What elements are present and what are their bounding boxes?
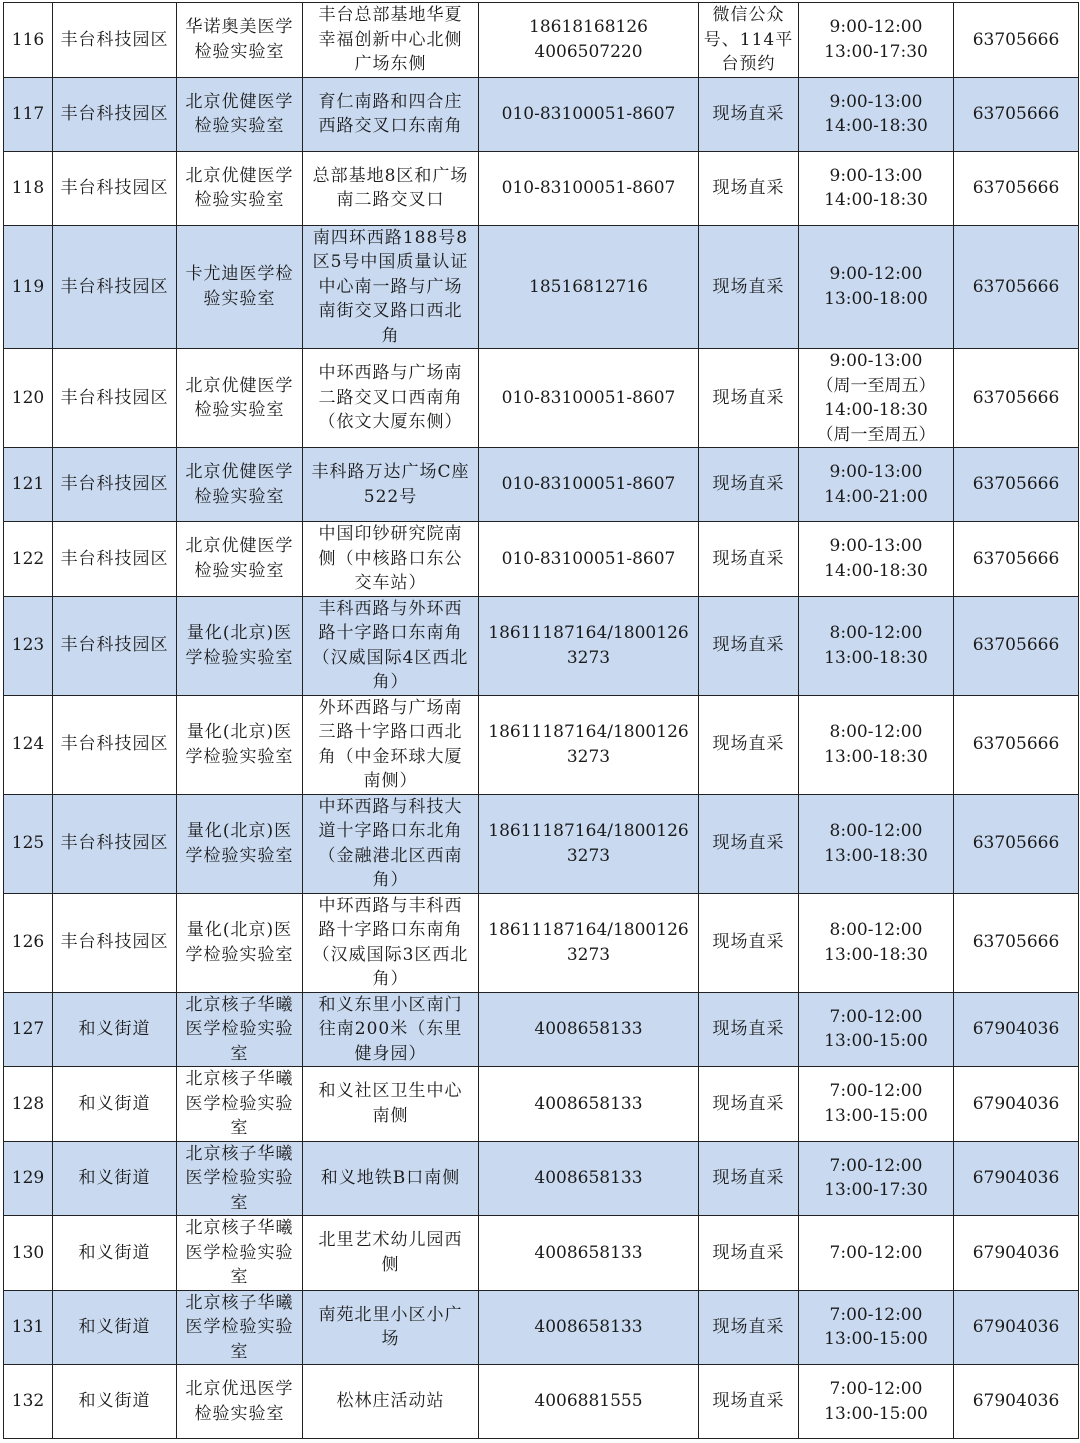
row-hours: 9:00-13:00 14:00-18:30 [799, 77, 954, 151]
row-hours: 7:00-12:00 [799, 1216, 954, 1291]
row-phone: 18618168126 4006507220 [479, 3, 699, 78]
row-address: 中环西路与丰科西路十字路口东南角（汉威国际3区西北角） [303, 893, 479, 992]
table-row [4, 1216, 1079, 1291]
row-address: 和义东里小区南门往南200米（东里健身园） [303, 992, 479, 1067]
row-hours: 9:00-13:00 14:00-18:30 [799, 151, 954, 225]
row-phone: 010-83100051-8607 [479, 522, 699, 597]
row-contact-tel: 63705666 [954, 794, 1079, 893]
row-lab-name: 北京核子华曦医学检验实验室 [177, 1067, 303, 1142]
row-lab-name: 量化(北京)医学检验实验室 [177, 893, 303, 992]
row-hours: 7:00-12:00 13:00-15:00 [799, 992, 954, 1067]
row-hours: 9:00-13:00 14:00-18:30 [799, 522, 954, 597]
row-area: 丰台科技园区 [53, 225, 177, 349]
row-lab-name: 北京核子华曦医学检验实验室 [177, 1290, 303, 1365]
row-area: 丰台科技园区 [53, 522, 177, 597]
table-row [4, 893, 1079, 992]
table-row [4, 1365, 1079, 1439]
row-phone: 18611187164/18001263273 [479, 893, 699, 992]
row-sampling-mode: 现场直采 [699, 448, 799, 522]
row-phone: 4008658133 [479, 1216, 699, 1291]
row-phone: 010-83100051-8607 [479, 151, 699, 225]
row-hours: 7:00-12:00 13:00-15:00 [799, 1067, 954, 1142]
row-contact-tel: 67904036 [954, 1365, 1079, 1439]
row-lab-name: 北京核子华曦医学检验实验室 [177, 1141, 303, 1216]
row-lab-name: 北京优健医学检验实验室 [177, 151, 303, 225]
row-address: 松林庄活动站 [303, 1365, 479, 1439]
row-area: 和义街道 [53, 1141, 177, 1216]
row-contact-tel: 63705666 [954, 225, 1079, 349]
row-sampling-mode: 现场直采 [699, 151, 799, 225]
row-area: 和义街道 [53, 1365, 177, 1439]
row-area: 和义街道 [53, 1290, 177, 1365]
row-area: 丰台科技园区 [53, 448, 177, 522]
row-area: 和义街道 [53, 1216, 177, 1291]
row-phone: 4008658133 [479, 992, 699, 1067]
row-contact-tel: 63705666 [954, 349, 1079, 448]
row-number: 128 [4, 1067, 53, 1142]
row-number: 123 [4, 596, 53, 695]
table-row [4, 695, 1079, 794]
row-area: 丰台科技园区 [53, 3, 177, 78]
testing-sites-table [3, 2, 1079, 1439]
row-phone: 4008658133 [479, 1141, 699, 1216]
row-sampling-mode: 现场直采 [699, 522, 799, 597]
row-area: 丰台科技园区 [53, 77, 177, 151]
row-contact-tel: 67904036 [954, 1216, 1079, 1291]
row-number: 116 [4, 3, 53, 78]
row-hours: 7:00-12:00 13:00-15:00 [799, 1365, 954, 1439]
row-address: 中环西路与科技大道十字路口东北角（金融港北区西南角） [303, 794, 479, 893]
row-address: 南四环西路188号8区5号中国质量认证中心南一路与广场南街交叉路口西北角 [303, 225, 479, 349]
row-number: 117 [4, 77, 53, 151]
row-phone: 18611187164/18001263273 [479, 695, 699, 794]
row-area: 和义街道 [53, 1067, 177, 1142]
row-phone: 010-83100051-8607 [479, 448, 699, 522]
row-address: 南苑北里小区小广场 [303, 1290, 479, 1365]
row-phone: 18611187164/18001263273 [479, 794, 699, 893]
row-address: 和义社区卫生中心南侧 [303, 1067, 479, 1142]
row-number: 127 [4, 992, 53, 1067]
row-contact-tel: 63705666 [954, 151, 1079, 225]
row-phone: 18611187164/18001263273 [479, 596, 699, 695]
row-address: 北里艺术幼儿园西侧 [303, 1216, 479, 1291]
row-contact-tel: 67904036 [954, 1290, 1079, 1365]
row-hours: 9:00-12:00 13:00-17:30 [799, 3, 954, 78]
row-sampling-mode: 现场直采 [699, 225, 799, 349]
row-number: 118 [4, 151, 53, 225]
row-contact-tel: 63705666 [954, 3, 1079, 78]
row-sampling-mode: 现场直采 [699, 1141, 799, 1216]
table-row [4, 1290, 1079, 1365]
row-sampling-mode: 现场直采 [699, 77, 799, 151]
row-area: 和义街道 [53, 992, 177, 1067]
table-row [4, 522, 1079, 597]
row-address: 总部基地8区和广场南二路交叉口 [303, 151, 479, 225]
row-phone: 4006881555 [479, 1365, 699, 1439]
table-row [4, 77, 1079, 151]
row-sampling-mode: 现场直采 [699, 349, 799, 448]
row-number: 126 [4, 893, 53, 992]
table-row [4, 3, 1079, 78]
row-number: 119 [4, 225, 53, 349]
row-address: 丰科西路与外环西路十字路口东南角（汉威国际4区西北角） [303, 596, 479, 695]
row-hours: 8:00-12:00 13:00-18:30 [799, 893, 954, 992]
row-sampling-mode: 现场直采 [699, 596, 799, 695]
row-sampling-mode: 现场直采 [699, 695, 799, 794]
row-contact-tel: 63705666 [954, 448, 1079, 522]
row-phone: 010-83100051-8607 [479, 349, 699, 448]
row-contact-tel: 63705666 [954, 77, 1079, 151]
row-address: 中环西路与广场南二路交叉口西南角（依文大厦东侧） [303, 349, 479, 448]
row-lab-name: 量化(北京)医学检验实验室 [177, 695, 303, 794]
row-number: 129 [4, 1141, 53, 1216]
row-hours: 8:00-12:00 13:00-18:30 [799, 794, 954, 893]
row-lab-name: 北京核子华曦医学检验实验室 [177, 1216, 303, 1291]
table-row [4, 349, 1079, 448]
table-row [4, 992, 1079, 1067]
row-sampling-mode: 现场直采 [699, 1365, 799, 1439]
row-address: 丰台总部基地华夏幸福创新中心北侧广场东侧 [303, 3, 479, 78]
row-lab-name: 华诺奥美医学检验实验室 [177, 3, 303, 78]
row-number: 122 [4, 522, 53, 597]
row-area: 丰台科技园区 [53, 596, 177, 695]
table-body [4, 3, 1079, 1439]
row-hours: 9:00-13:00 14:00-21:00 [799, 448, 954, 522]
row-address: 和义地铁B口南侧 [303, 1141, 479, 1216]
row-sampling-mode: 现场直采 [699, 1067, 799, 1142]
table-row [4, 596, 1079, 695]
row-area: 丰台科技园区 [53, 151, 177, 225]
table-row [4, 1141, 1079, 1216]
row-contact-tel: 63705666 [954, 893, 1079, 992]
row-number: 121 [4, 448, 53, 522]
row-hours: 9:00-12:00 13:00-18:00 [799, 225, 954, 349]
row-number: 132 [4, 1365, 53, 1439]
testing-sites-table-container [3, 2, 1078, 1439]
row-area: 丰台科技园区 [53, 349, 177, 448]
row-phone: 4008658133 [479, 1067, 699, 1142]
row-contact-tel: 63705666 [954, 695, 1079, 794]
row-lab-name: 北京核子华曦医学检验实验室 [177, 992, 303, 1067]
table-row [4, 794, 1079, 893]
row-area: 丰台科技园区 [53, 794, 177, 893]
row-address: 丰科路万达广场C座522号 [303, 448, 479, 522]
row-number: 130 [4, 1216, 53, 1291]
row-contact-tel: 63705666 [954, 522, 1079, 597]
table-row [4, 448, 1079, 522]
row-lab-name: 北京优健医学检验实验室 [177, 349, 303, 448]
row-sampling-mode: 微信公众号、114平台预约 [699, 3, 799, 78]
row-sampling-mode: 现场直采 [699, 992, 799, 1067]
row-lab-name: 量化(北京)医学检验实验室 [177, 596, 303, 695]
row-lab-name: 量化(北京)医学检验实验室 [177, 794, 303, 893]
table-row [4, 151, 1079, 225]
table-row [4, 1067, 1079, 1142]
row-number: 120 [4, 349, 53, 448]
row-lab-name: 卡尤迪医学检验实验室 [177, 225, 303, 349]
row-lab-name: 北京优健医学检验实验室 [177, 448, 303, 522]
row-sampling-mode: 现场直采 [699, 1216, 799, 1291]
row-number: 124 [4, 695, 53, 794]
row-address: 育仁南路和四合庄西路交叉口东南角 [303, 77, 479, 151]
row-contact-tel: 67904036 [954, 1067, 1079, 1142]
row-hours: 7:00-12:00 13:00-15:00 [799, 1290, 954, 1365]
row-sampling-mode: 现场直采 [699, 794, 799, 893]
row-sampling-mode: 现场直采 [699, 893, 799, 992]
row-hours: 8:00-12:00 13:00-18:30 [799, 695, 954, 794]
row-contact-tel: 67904036 [954, 1141, 1079, 1216]
row-phone: 18516812716 [479, 225, 699, 349]
row-lab-name: 北京优迅医学检验实验室 [177, 1365, 303, 1439]
row-contact-tel: 63705666 [954, 596, 1079, 695]
row-number: 125 [4, 794, 53, 893]
row-address: 外环西路与广场南三路十字路口西北角（中金环球大厦南侧） [303, 695, 479, 794]
row-hours: 9:00-13:00 （周一至周五） 14:00-18:30 （周一至周五） [799, 349, 954, 448]
row-lab-name: 北京优健医学检验实验室 [177, 77, 303, 151]
row-phone: 010-83100051-8607 [479, 77, 699, 151]
row-area: 丰台科技园区 [53, 695, 177, 794]
row-lab-name: 北京优健医学检验实验室 [177, 522, 303, 597]
row-number: 131 [4, 1290, 53, 1365]
row-sampling-mode: 现场直采 [699, 1290, 799, 1365]
row-hours: 8:00-12:00 13:00-18:30 [799, 596, 954, 695]
row-address: 中国印钞研究院南侧（中核路口东公交车站） [303, 522, 479, 597]
row-hours: 7:00-12:00 13:00-17:30 [799, 1141, 954, 1216]
row-phone: 4008658133 [479, 1290, 699, 1365]
row-contact-tel: 67904036 [954, 992, 1079, 1067]
row-area: 丰台科技园区 [53, 893, 177, 992]
table-row [4, 225, 1079, 349]
